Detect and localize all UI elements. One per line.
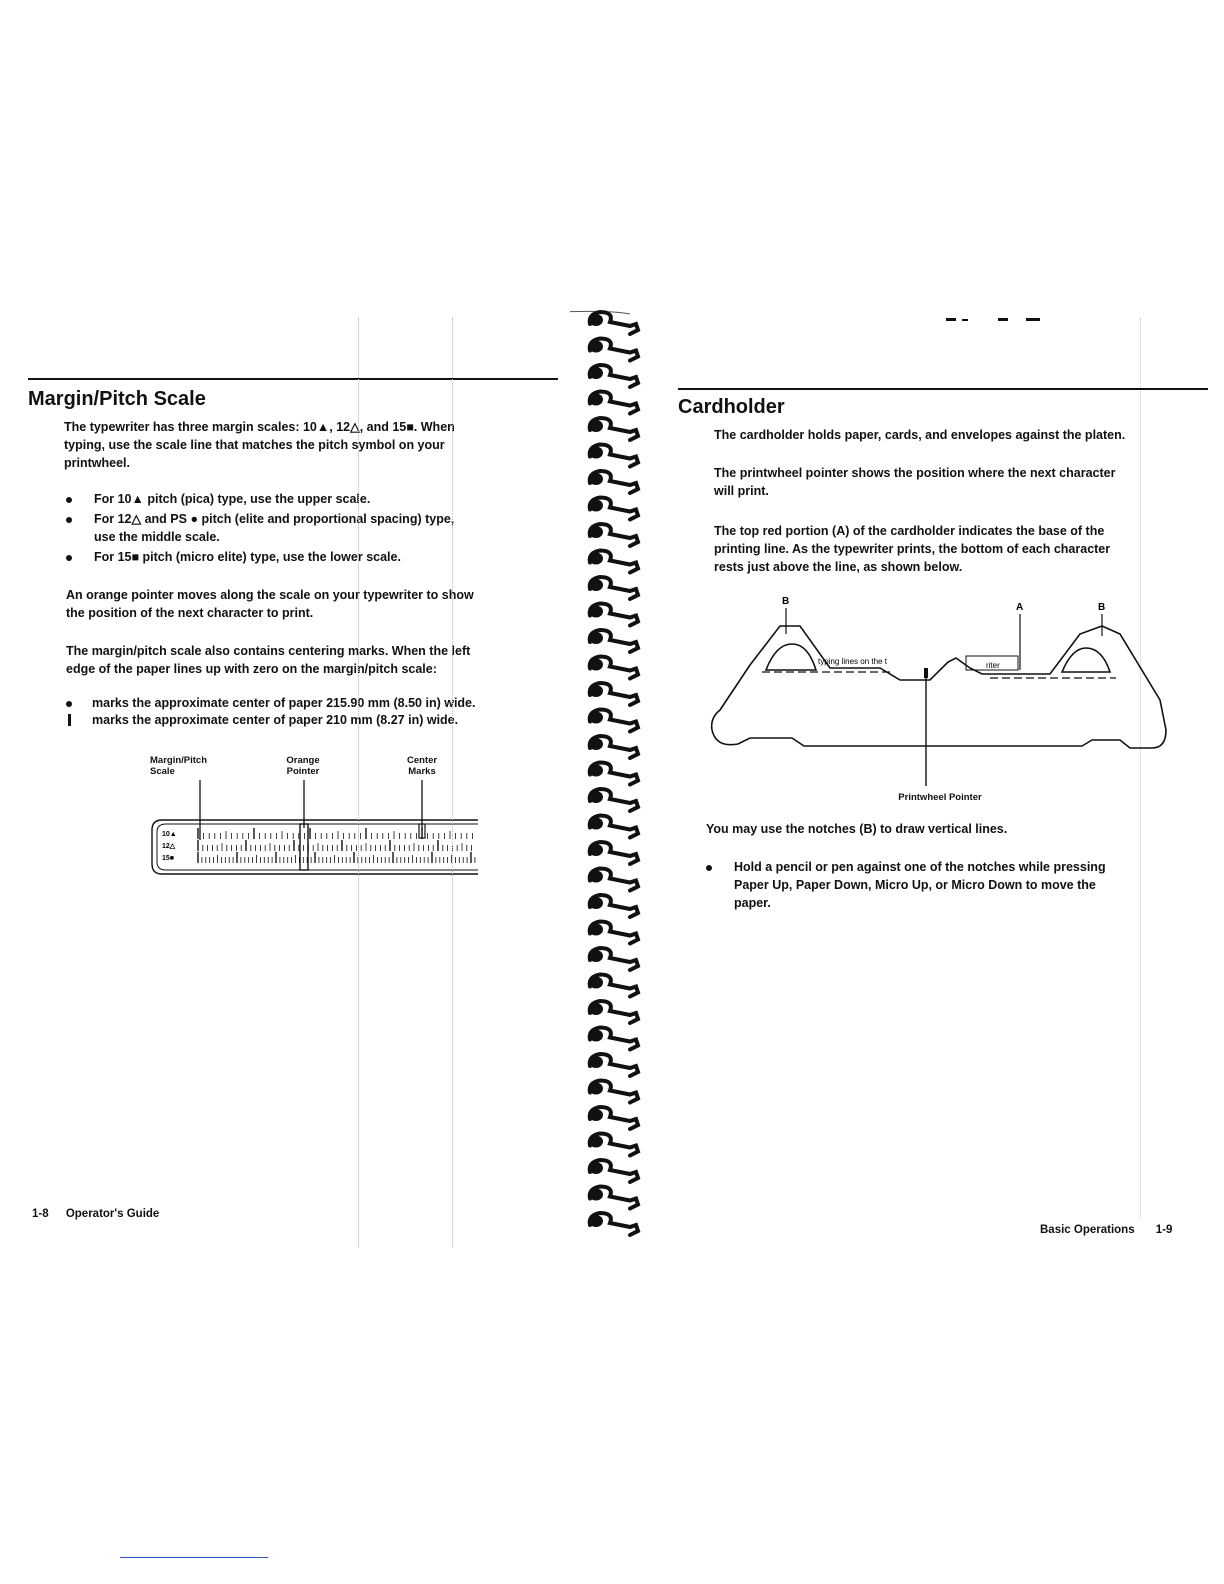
center-bar-icon [66, 711, 80, 731]
pitch-bullet-15 [66, 548, 546, 566]
guide-line [358, 318, 359, 1248]
spiral-binding [570, 300, 660, 1250]
paragraph-line: printing line. As the typewriter prints, the bottom of each character [714, 542, 1111, 556]
pointer-paragraph [66, 586, 566, 622]
cardholder-paragraph-3 [714, 522, 1214, 576]
bullet-dot [66, 548, 80, 566]
label-line: Pointer [286, 766, 320, 777]
pitch-bullet-10 [66, 490, 546, 508]
top-marks [940, 312, 1050, 326]
center-mark-text: marks the approximate center of paper 210 mm (8.27 in) wide. [92, 713, 459, 727]
bottom-link-rule [120, 1557, 268, 1558]
bullet-text: For 12△ and PS ● pitch (elite and proportional spacing) type, [94, 512, 455, 526]
bullet-text: paper. [734, 896, 771, 910]
right-page-title: Cardholder [678, 396, 785, 418]
centering-line: edge of the paper lines up with zero on the margin/pitch scale: [66, 662, 437, 676]
label-line: Orange [286, 755, 320, 766]
bullet-text: Hold a pencil or pen against one of the notches while pressing [734, 860, 1106, 874]
right-footer [1040, 1224, 1172, 1236]
paragraph-line: The printwheel pointer shows the position where the next character [714, 466, 1116, 480]
paragraph-line: You may use the notches (B) to draw vertical lines. [706, 822, 1008, 836]
scale-row-label: 15■ [162, 855, 175, 862]
right-header-rule [678, 388, 1208, 390]
intro-line: typing, use the scale line that matches the pitch symbol on your [64, 438, 445, 452]
bullet-text: use the middle scale. [94, 530, 220, 544]
typed-sample-right: riter [986, 661, 1000, 670]
intro-paragraph [64, 418, 564, 472]
bullet-text: Paper Up, Paper Down, Micro Up, or Micro Down to move the [734, 878, 1096, 892]
notch-bullet [706, 858, 1186, 912]
left-page-number: 1-8 [32, 1208, 49, 1220]
printwheel-pointer-label: Printwheel Pointer [898, 792, 982, 803]
bullet-text: For 10▲ pitch (pica) type, use the upper scale. [94, 492, 371, 506]
bullet-dot [66, 490, 80, 508]
label-line: Marks [408, 766, 436, 777]
centering-paragraph [66, 642, 566, 678]
pointer-line: the position of the next character to print. [66, 606, 314, 620]
paragraph-line: rests just above the line, as shown below. [714, 560, 963, 574]
label-margin-pitch-scale [150, 755, 220, 777]
label-line: Margin/Pitch [150, 755, 208, 766]
center-dot-icon [66, 694, 80, 712]
label-b-right: B [1098, 602, 1106, 613]
notch-paragraph [706, 820, 1206, 838]
scale-row-label: 10▲ [162, 831, 177, 838]
scale-ticks [198, 828, 475, 863]
left-header-rule [28, 378, 558, 380]
label-line: Center [406, 755, 438, 766]
label-line: Scale [150, 766, 175, 777]
intro-line: printwheel. [64, 456, 130, 470]
center-mark-dot [66, 694, 556, 712]
right-page-number: 1-9 [1155, 1224, 1173, 1236]
cardholder-paragraph-2 [714, 464, 1214, 500]
cardholder-paragraph-1 [714, 426, 1214, 444]
pointer-line: An orange pointer moves along the scale on your typewriter to show [66, 588, 474, 602]
label-orange-pointer [270, 755, 336, 777]
left-page-title: Margin/Pitch Scale [28, 388, 206, 410]
right-footer-text: Basic Operations [1040, 1224, 1135, 1236]
typed-sample-left: typing lines on the t [818, 657, 887, 666]
left-footer [32, 1208, 159, 1220]
label-b-left: B [782, 596, 790, 607]
left-footer-text: Operator's Guide [65, 1208, 160, 1220]
paragraph-line: The top red portion (A) of the cardholder indicates the base of the [714, 524, 1105, 538]
bullet-text: For 15■ pitch (micro elite) type, use the lower scale. [94, 550, 401, 564]
cardholder-figure [700, 590, 1180, 810]
scale-row-label: 12△ [162, 843, 176, 850]
center-mark-bar [66, 711, 556, 729]
intro-line: The typewriter has three margin scales: 10▲, 12△, and 15■. When [64, 420, 455, 434]
center-mark-text: marks the approximate center of paper 215.90 mm (8.50 in) wide. [92, 696, 476, 710]
bullet-dot [66, 510, 80, 528]
paragraph-line: The cardholder holds paper, cards, and envelopes against the platen. [714, 428, 1126, 442]
spiral-coils [589, 312, 638, 1235]
pitch-bullet-12 [66, 510, 546, 546]
guide-line [452, 318, 453, 1248]
margin-pitch-scale-figure [148, 778, 480, 876]
bullet-dot [706, 858, 720, 876]
label-center-marks [390, 755, 454, 777]
centering-line: The margin/pitch scale also contains centering marks. When the left [66, 644, 471, 658]
paragraph-line: will print. [714, 484, 769, 498]
label-a: A [1016, 602, 1024, 613]
